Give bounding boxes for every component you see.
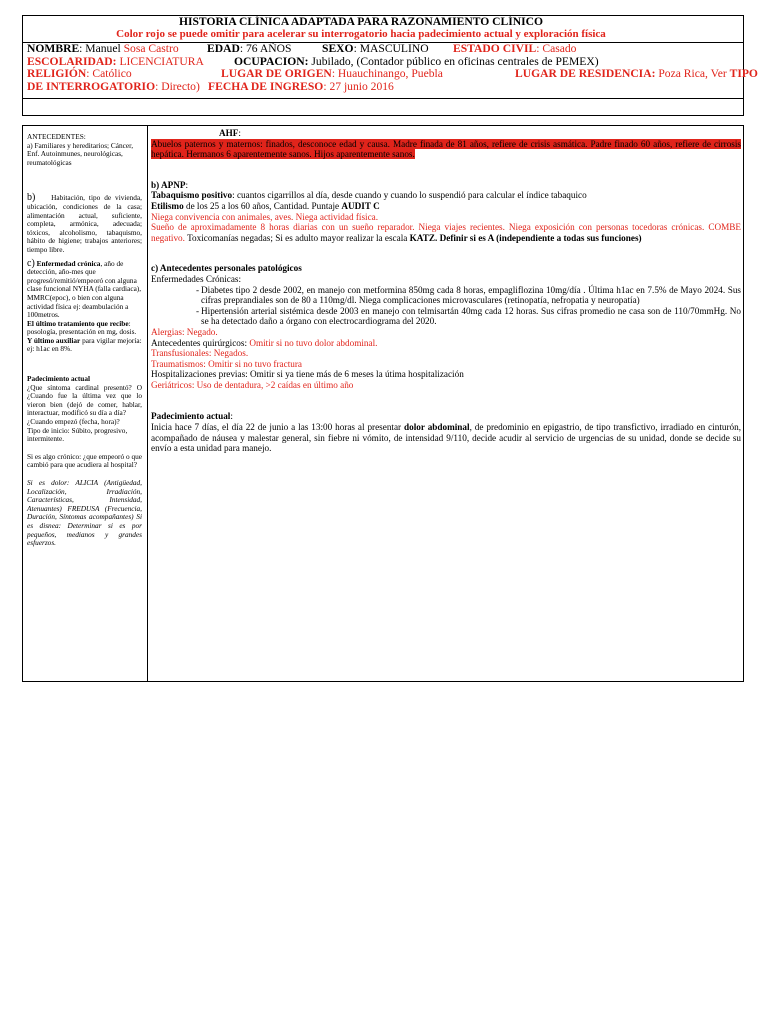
bullet-dash: - (196, 305, 200, 316)
pa-colon: : (230, 411, 233, 422)
pa-guide-alicia: Si es dolor: ALICIA (Antigüedad, Localización, Irradiación, Características, Intensidad, Atenuantes) FREDUSA (Frecuencia, Duración, Síntomas acompañantes) Si es disnea: Determinar si es por pequeños, medianos y grandes esfuerzos. (27, 478, 142, 548)
cronica-guide (27, 257, 142, 320)
column-divider (147, 125, 148, 682)
apnp-title: b) APNP (151, 179, 186, 190)
pa-bold: dolor abdominal (404, 422, 470, 433)
quirurgicos (151, 338, 741, 349)
habitacion-text: Habitación, tipo de vivienda, ubicación, condiciones de la casa; alimentación actual, suficiente, completa, armónica, adecuada; tóxicos, alcoholismo, tabaquismo, hábito de higiene; trabajos anteriores; tiempo libre. (27, 193, 143, 254)
pa-guide-q4: Si es algo crónico: ¿que empeoró o que cambió para que acudiera al hospital? (27, 451, 142, 470)
habitacion-guide (27, 194, 142, 254)
escolaridad-label: ESCOLARIDAD: (27, 54, 117, 68)
auxiliar-text: para vigilar mejoría: ej: h1ac en 8%. (27, 335, 142, 354)
lugar-residencia-label: LUGAR DE RESIDENCIA: (515, 67, 656, 80)
bullet-dash: - (196, 284, 200, 295)
tratamiento-guide (27, 320, 142, 354)
fecha-ingreso-label: FECHA DE INGRESO (208, 79, 324, 93)
pa-guide-title: Padecimiento actual (27, 374, 91, 384)
content-column (151, 128, 741, 454)
katz-text: KATZ. Definir si es A (independiente a todas sus funciones) (409, 232, 642, 243)
tratamiento-bold: El último tratamiento que recibe (27, 318, 129, 328)
ocupacion-value: Jubilado, (Contador público en oficinas centrales de PEMEX) (308, 54, 599, 68)
antecedentes-familiares: a) Familiares y hereditarios; Cáncer, Enf. Autoinmunes, neurológicas, reumatológicas (27, 140, 134, 167)
tabaquismo-bold: Tabaquismo positivo (151, 190, 233, 201)
lugar-origen-label: LUGAR DE ORIGEN (221, 67, 332, 80)
transfusionales: Transfusionales: Negados. (151, 348, 249, 359)
hospitalizaciones: Hospitalizaciones previas: Omitir si ya tiene más de 6 meses la útima hospitalización (151, 369, 464, 380)
religion-value: : Católico (86, 67, 132, 80)
app-title: c) Antecedentes personales patológicos (151, 263, 302, 274)
pa-guide-q1: ¿Que síntoma cardinal presentó? O ¿Cuando fue la última vez que lo vieron bien (dejó de comer, hablar, interactuar, modificó su día a día? (27, 382, 142, 418)
traumatismos: Traumatismos: Omitir si no tuvo fractura (151, 358, 302, 369)
apnp-heading (151, 180, 741, 191)
pa-text-2: , de predominio en epigastrio, de tipo transfictivo, irradiado en cinturón, acompañado de náusea y malestar general, sin fiebre ni vómito, de intensidad 9/110, decide acudir al servicio de urgencias de su unidad, donde se decide su envío a esta unidad para manejo. (151, 422, 742, 454)
edad-value: : 76 AÑOS (239, 42, 292, 55)
convivencia: Niega convivencia con animales, aves. Niega actividad física. (151, 211, 379, 222)
tratamiento-text: : posología, presentación en mg, dosis. (27, 318, 137, 337)
geriatricos: Geriátricos: Uso de dentadura, >2 caídas en último año (151, 379, 354, 390)
ahf-heading (151, 128, 741, 139)
interrogatorio-label: DE INTERROGATORIO (27, 79, 156, 93)
pa-title: Padecimiento actual (151, 411, 231, 422)
ahf-content (151, 139, 741, 160)
c-letter: c) (27, 257, 35, 269)
lugar-residencia-value: Poza Rica, Ver (655, 67, 730, 80)
diabetes-text: Diabetes tipo 2 desde 2002, en manejo con metformina 850mg cada 8 horas, empagliflozina 10mg/día . Última h1ac en 7.5% de Mayo 2024. Sus cifras preprandiales son de 80 a 110mg/dl. Niega complicaciones microvasculares (retinopatía, nefropatia y neuropatía) (201, 284, 741, 306)
tipo-label: TIPO (729, 67, 758, 80)
hipertension-text: Hipertensión arterial sistémica desde 2003 en manejo con telmisartán 40mg cada 12 horas. Sus cifras promedio ne casa son de 110/70mmHg. No se ha detectado daño a órgano con electrocardiograma del 2020. (201, 305, 741, 327)
document-title: HISTORIA CLÍNICA ADAPTADA PARA RAZONAMIENTO CLÍNICO (178, 15, 544, 28)
audit-c: AUDIT C (341, 200, 380, 211)
b-letter: b) (27, 192, 36, 204)
etilismo (151, 201, 741, 212)
estado-civil-label: ESTADO CIVIL (453, 42, 537, 55)
sexo-value: : MASCULINO (353, 42, 429, 55)
lugar-origen-value: : Huauchinango, Puebla (331, 67, 443, 80)
apnp-colon: : (185, 179, 189, 190)
header-title-block (0, 15, 722, 42)
alergias: Alergias: Negado. (151, 326, 218, 337)
etilismo-text: de los 25 a los 60 años, Cantidad. Puntaje (183, 200, 342, 211)
fecha-ingreso-value: : 27 junio 2016 (323, 79, 394, 93)
tabaquismo-text: : cuantos cigarrillos al día, desde cuando y cuando lo suspendió para calcular el índice tabaquico (232, 190, 587, 201)
ahf-colon: : (238, 128, 241, 138)
pa-text-1: Inicia hace 7 días, el día 22 de junio a las 13:00 horas al presentar (151, 422, 405, 433)
tabaquismo (151, 190, 741, 201)
document-subtitle: Color rojo se puede omitir para acelerar su interrogatorio hacia padecimiento actual y exploración física (116, 28, 606, 40)
estado-civil-value: : Casado (536, 42, 577, 55)
cronica-text: , año de detección, año-mes que progresó/remitió/empeoró con alguna clase funcional NYHA (falla cardiaca), MMRC(epoc), o bien con alguna actividad física ej: deambulación a 100metros. (27, 258, 142, 320)
ahf-title: AHF (219, 128, 239, 138)
sueno-paragraph (151, 222, 741, 243)
pa-paragraph (151, 422, 741, 454)
guide-column (27, 128, 142, 548)
quirurgicos-label: Antecedentes quirúrgicos: (151, 337, 250, 348)
nombre-last: Sosa Castro (123, 42, 179, 55)
auxiliar-bold: Y último auxiliar (27, 335, 81, 345)
etilismo-bold: Etilismo (151, 200, 184, 211)
ahf-text: Abuelos paternos y maternos: finados, desconoce edad y causa. Madre finada de 81 años, refiere de crisis asmática. Padre finado 60 años, refiere de cirrosis hepática. Hermanos 6 aparentemente sanos. Hijos aparentemente sanos. (151, 138, 741, 160)
toxicomanias-text: Toxicomanías negadas; Si es adulto mayor realizar la escala (184, 232, 410, 243)
sexo-label: SEXO (322, 42, 354, 55)
escolaridad-value: LICENCIATURA (116, 54, 204, 68)
sueno-text: Sueño de aproximadamente 8 horas diarias con un sueño reparador. Niega viajes recientes. Niega exposición con personas tocedoras crónicas. COMBE negativo. (151, 222, 741, 243)
nombre-first: : Manuel (79, 42, 124, 55)
cronicas-label: Enfermedades Crónicas: (151, 273, 242, 284)
religion-label: RELIGIÓN (27, 67, 87, 80)
interrogatorio-value: : Directo) (155, 79, 200, 93)
edad-label: EDAD (207, 42, 240, 55)
diabetes-item (151, 285, 741, 306)
antecedentes-title: ANTECEDENTES: (27, 132, 86, 141)
ocupacion-label: OCUPACION: (234, 54, 309, 68)
divider (22, 98, 744, 99)
cronica-bold: Enfermedad crónica (36, 258, 101, 268)
pa-heading (151, 411, 741, 422)
patient-id-block (27, 42, 758, 93)
patient-row-4 (27, 81, 742, 94)
quirurgicos-value: Omitir si no tuvo dolor abdominal. (249, 337, 378, 348)
nombre-label: NOMBRE (27, 42, 80, 55)
pa-guide-q3: Tipo de inicio: Súbito, progresivo, intermitente. (27, 425, 128, 444)
pa-guide-q2: ¿Cuando empezó (fecha, hora)? (27, 417, 120, 427)
hipertension-item (151, 306, 741, 327)
